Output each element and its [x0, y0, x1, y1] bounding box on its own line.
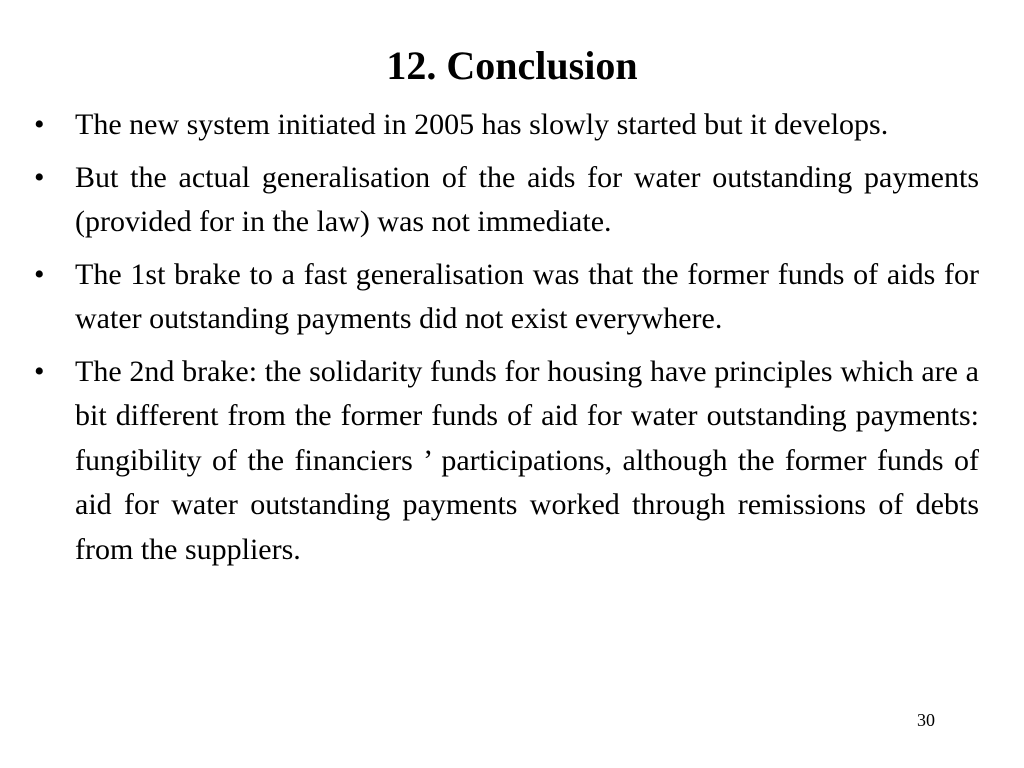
bullet-marker: •: [34, 354, 45, 388]
bullet-marker: •: [34, 160, 45, 194]
bullet-text: The new system initiated in 2005 has slowly started but it develops.: [75, 108, 889, 141]
slide-number: 30: [917, 710, 935, 730]
bullet-marker: •: [34, 108, 45, 141]
bullet-marker: •: [34, 257, 45, 291]
bullet-text: The 1st brake to a fast generalisation was that the former funds of aids for water outstanding payments did not exist everywhere.: [75, 257, 979, 335]
bullet-item: [30, 253, 979, 342]
bullet-text: But the actual generalisation of the aids for water outstanding payments (provided for in the law) was not immediate.: [75, 160, 979, 238]
bullet-item: [30, 103, 979, 148]
bullet-item: [30, 350, 979, 573]
bullet-item: [30, 156, 979, 245]
slide-title: 12. Conclusion: [386, 43, 638, 88]
bullet-text: The 2nd brake: the solidarity funds for housing have principles which are a bit different from the former funds of aid for water outstanding payments: fungibility of the financiers ’ participations, although the former funds of aid for water outstanding payments worked through remissions of debts from the suppliers.: [75, 354, 979, 566]
bullet-list: [30, 103, 979, 580]
